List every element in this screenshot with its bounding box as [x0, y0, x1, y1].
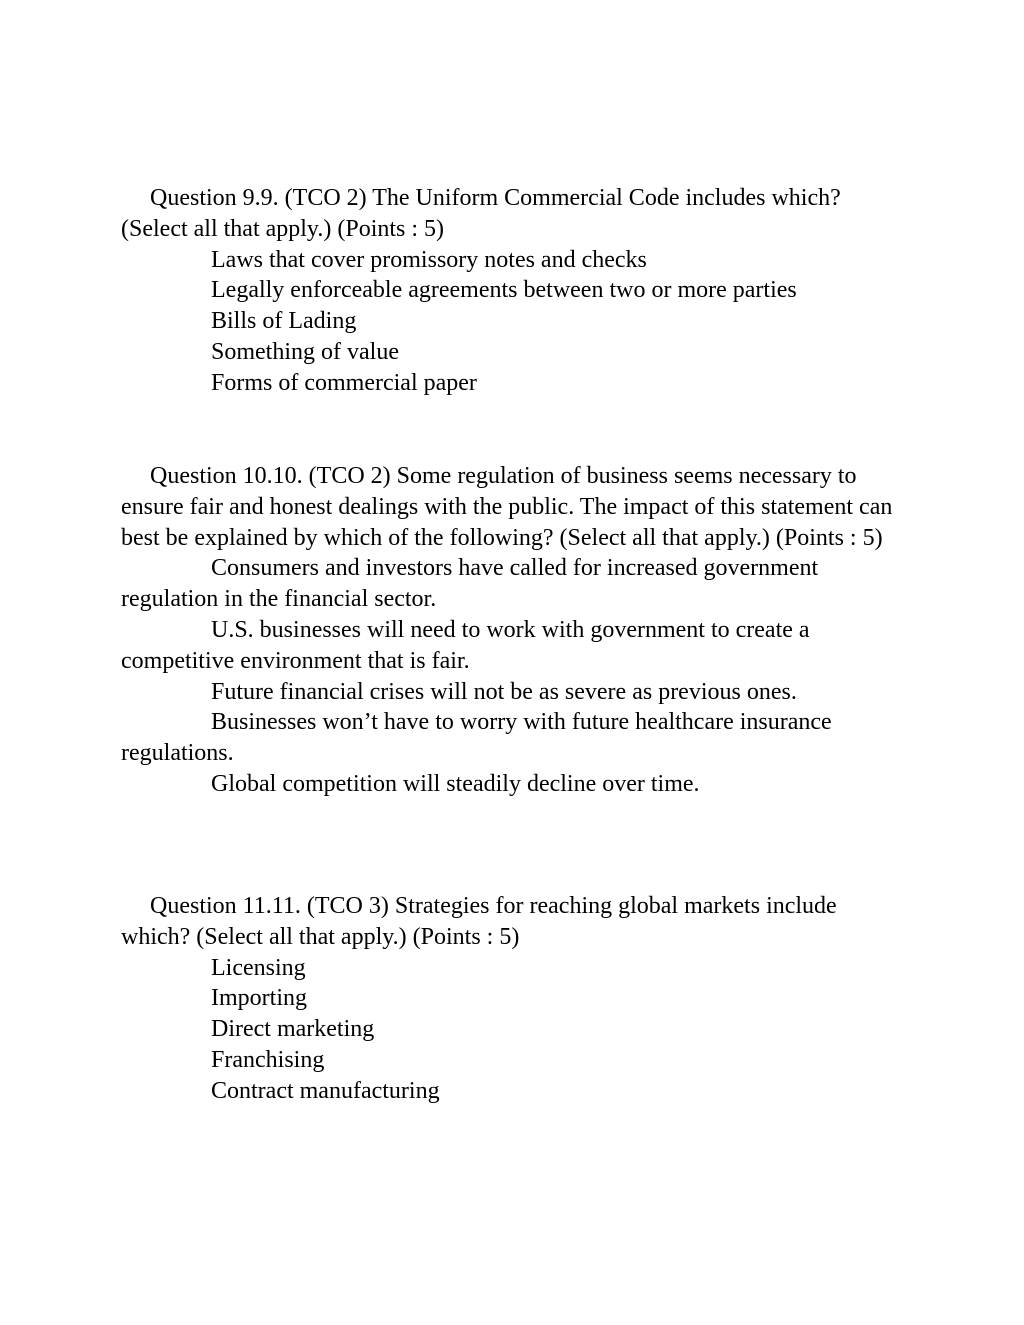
- answer-option: Forms of commercial paper: [211, 369, 477, 396]
- answer-option: Importing: [211, 985, 307, 1012]
- question-10-10: [121, 461, 911, 800]
- answer-option: Businesses won’t have to worry with future healthcare insurance regulations.: [121, 709, 832, 767]
- answer-option: Bills of Lading: [211, 308, 357, 335]
- answer-option: Franchising: [211, 1046, 325, 1073]
- answer-option: U.S. businesses will need to work with government to create a competitive environment that is fair.: [121, 616, 810, 674]
- question-stem: Question 9.9. (TCO 2) The Uniform Commercial Code includes which? (Select all that apply.) (Points : 5): [121, 185, 841, 242]
- answer-options: [121, 553, 911, 799]
- answer-option: Direct marketing: [211, 1016, 375, 1043]
- answer-option: Laws that cover promissory notes and checks: [211, 246, 647, 273]
- answer-option: Consumers and investors have called for increased government regulation in the financial sector.: [121, 555, 819, 613]
- question-stem: Question 11.11. (TCO 3) Strategies for reaching global markets include which? (Select all that apply.) (Points : 5): [121, 893, 837, 950]
- answer-option: Future financial crises will not be as severe as previous ones.: [211, 678, 797, 705]
- question-9-9: [121, 183, 911, 399]
- answer-option: Something of value: [211, 338, 399, 365]
- answer-options: [121, 245, 911, 399]
- answer-option: Contract manufacturing: [211, 1077, 440, 1104]
- answer-options: [121, 953, 911, 1107]
- question-stem: Question 10.10. (TCO 2) Some regulation of business seems necessary to ensure fair and honest dealings with the public. The impact of this statement can best be explained by which of the following? (Select all that apply.) (Points : 5): [121, 463, 893, 551]
- answer-option: Licensing: [211, 954, 306, 981]
- answer-option: Legally enforceable agreements between two or more parties: [211, 277, 797, 304]
- question-11-11: [121, 891, 911, 1107]
- answer-option: Global competition will steadily decline over time.: [211, 770, 700, 797]
